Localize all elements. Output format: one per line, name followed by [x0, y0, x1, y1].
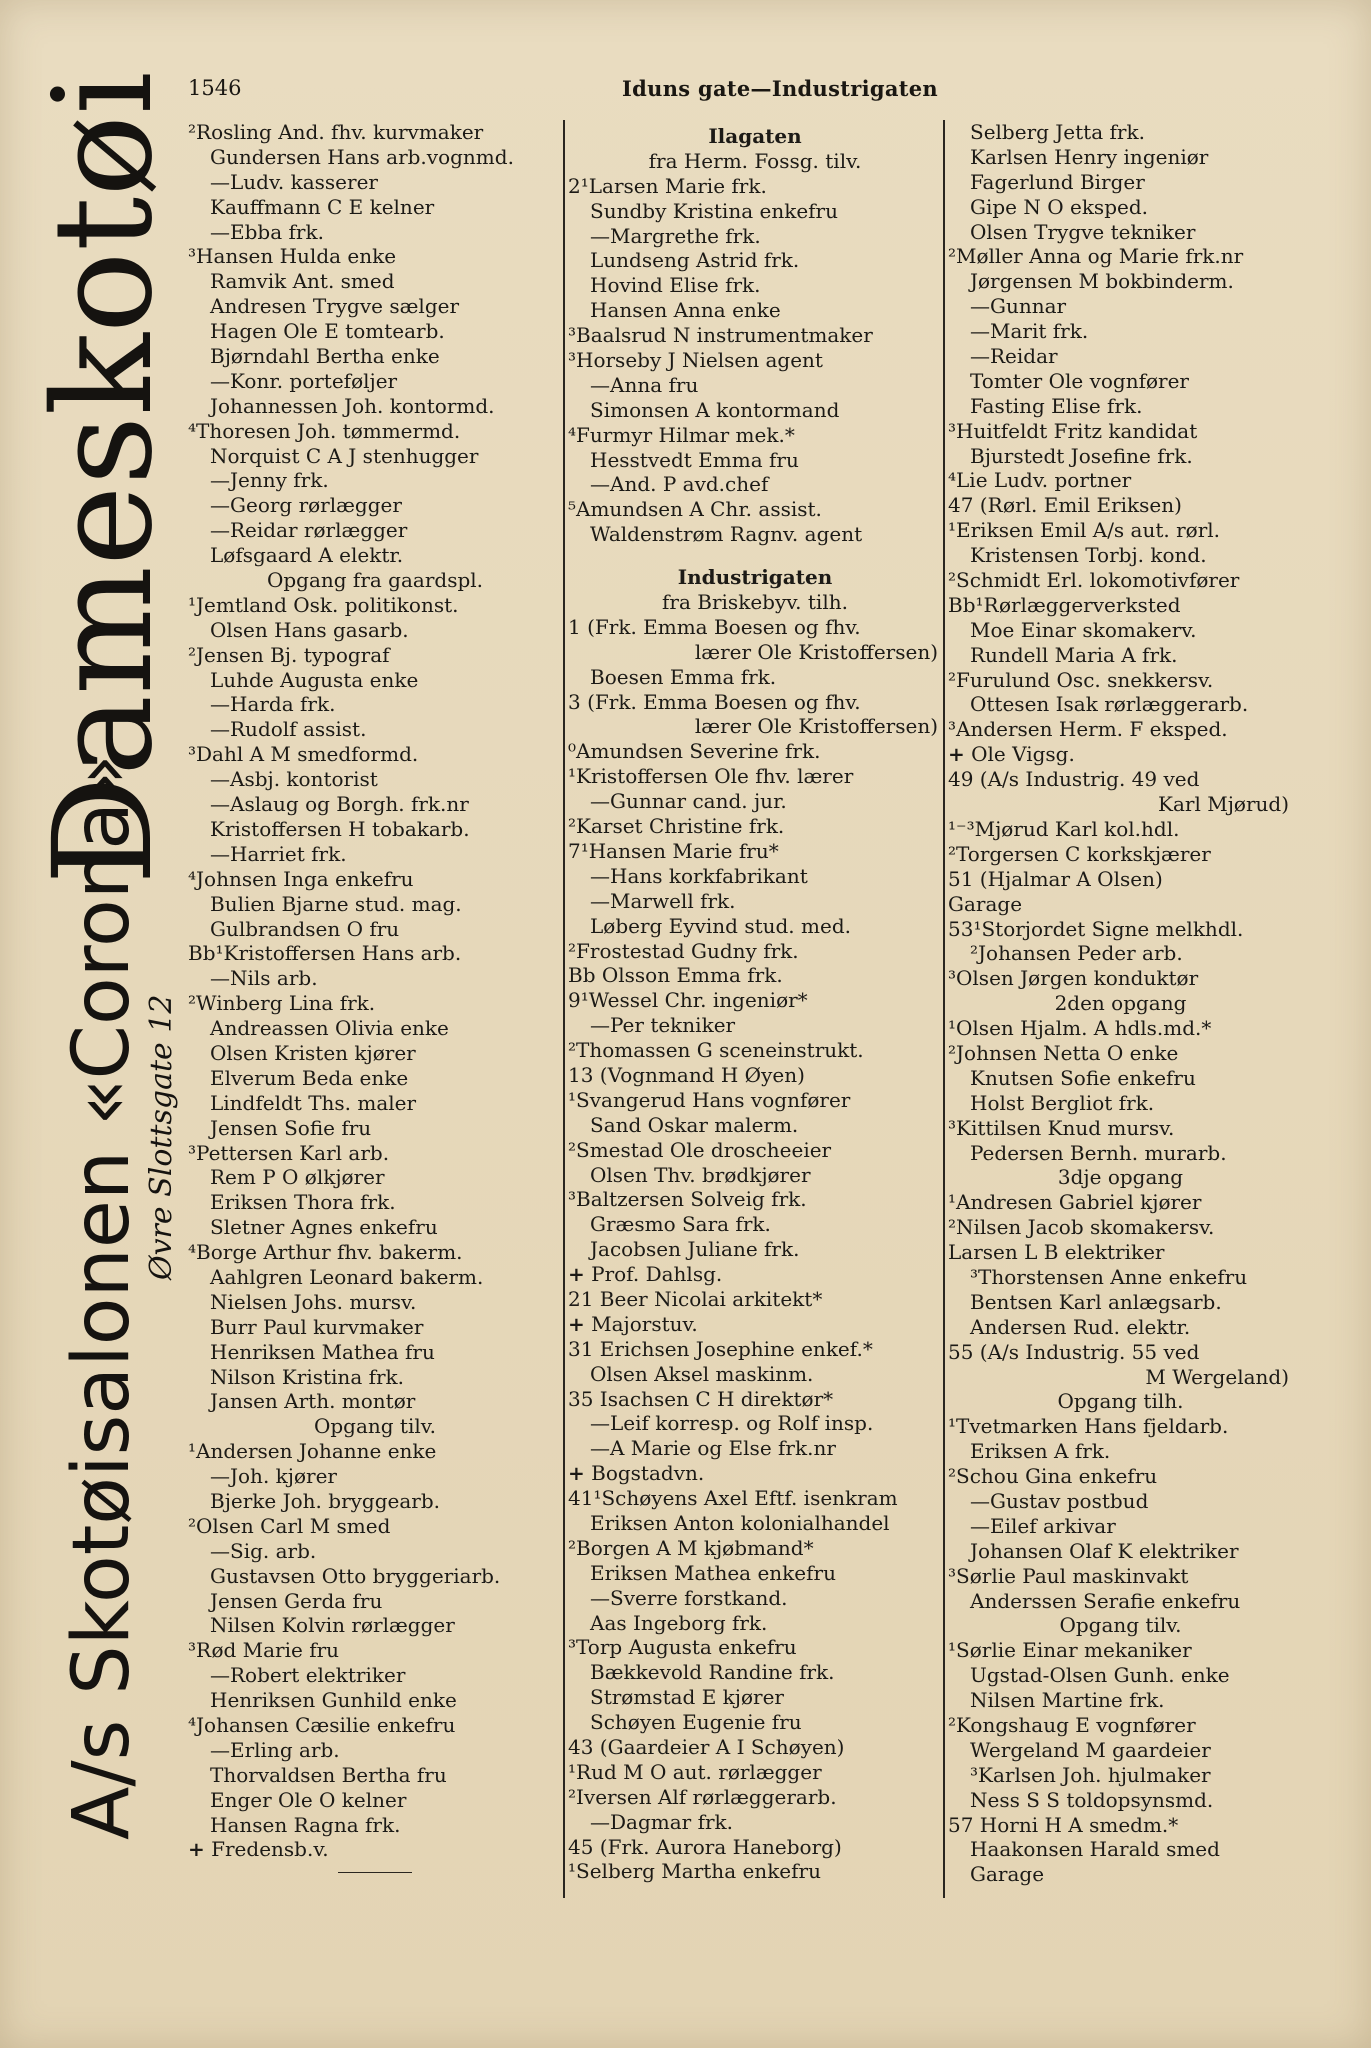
directory-entry: ⁰Amundsen Severine frk.	[568, 739, 821, 764]
directory-entry: Enger Ole O kelner	[210, 1787, 407, 1812]
directory-entry: —Rudolf assist.	[210, 717, 367, 742]
directory-entry: Nilson Kristina frk.	[210, 1364, 405, 1389]
directory-entry: Eriksen Anton kolonialhandel	[590, 1510, 890, 1535]
directory-entry: Sletner Agnes enkefru	[210, 1215, 438, 1240]
directory-entry: Rem P O ølkjører	[210, 1165, 385, 1190]
directory-entry: + Ole Vigsg.	[948, 742, 1075, 767]
directory-entry: ³Karlsen Joh. hjulmaker	[970, 1762, 1211, 1787]
directory-entry: —Gunnar cand. jur.	[590, 789, 787, 814]
directory-entry: Hovind Elise frk.	[590, 273, 761, 298]
directory-entry: Selberg Jetta frk.	[970, 120, 1145, 144]
directory-entry: ³Baltzersen Solveig frk.	[568, 1187, 807, 1212]
directory-entry: Nilsen Kolvin rørlægger	[210, 1613, 455, 1638]
directory-entry: Opgang tilh.	[1057, 1389, 1184, 1414]
directory-entry: Burr Paul kurvmaker	[210, 1314, 424, 1339]
directory-entry: —Nils arb.	[210, 966, 318, 991]
directory-entry: 3dje opgang	[1057, 1165, 1184, 1190]
directory-entry: Bjurstedt Josefine frk.	[970, 443, 1193, 468]
directory-entry: 31 Erichsen Josephine enkef.*	[568, 1336, 873, 1361]
directory-entry: Olsen Kristen kjører	[210, 1040, 416, 1065]
directory-entry: ⁴Furmyr Hilmar mek.*	[568, 422, 795, 447]
directory-entry: + Majorstuv.	[568, 1311, 698, 1336]
directory-entry: ³Huitfeldt Fritz kandidat	[948, 418, 1198, 443]
directory-entry: Strømstad E kjører	[590, 1685, 784, 1710]
directory-entry: —Dagmar frk.	[590, 1809, 734, 1834]
directory-entry: Garage	[948, 891, 1023, 916]
directory-entry: ²Karset Christine frk.	[568, 814, 785, 839]
directory-entry: Kauffmann C E kelner	[210, 194, 435, 219]
directory-entry: Lindfeldt Ths. maler	[210, 1090, 417, 1115]
directory-entry: Gundersen Hans arb.vognmd.	[210, 144, 514, 169]
directory-entry: Fasting Elise frk.	[970, 393, 1143, 418]
directory-entry: ¹Andresen Gabriel kjører	[948, 1190, 1202, 1215]
end-rule	[338, 1872, 412, 1873]
directory-entry: Johannessen Joh. kontormd.	[210, 393, 495, 418]
directory-entry: Jørgensen M bokbinderm.	[970, 269, 1234, 294]
directory-entry: 53¹Storjordet Signe melkhdl.	[948, 916, 1244, 941]
directory-entry: —Harriet frk.	[210, 841, 347, 866]
directory-entry: —Per tekniker	[590, 1013, 736, 1038]
directory-entry: fra Briskebyv. tilh.	[662, 590, 848, 615]
directory-entry: —Konr. porteføljer	[210, 368, 398, 393]
directory-entry: ⁴Johansen Cæsilie enkefru	[188, 1713, 456, 1737]
directory-entry: + Bogstadvn.	[568, 1461, 705, 1486]
directory-entry: ²Winberg Lina frk.	[188, 991, 376, 1016]
page-number: 1546	[188, 76, 242, 100]
ad-product: Dameskotøi	[25, 71, 183, 885]
directory-entry: Aas Ingeborg frk.	[590, 1610, 768, 1635]
directory-entry: —Reidar rørlægger	[210, 518, 408, 543]
directory-entry: ³Thorstensen Anne enkefru	[970, 1264, 1248, 1289]
directory-entry: —Aslaug og Borgh. frk.nr	[210, 792, 469, 817]
directory-entry: —Robert elektriker	[210, 1663, 406, 1688]
directory-entry: —Eilef arkivar	[970, 1513, 1116, 1538]
directory-entry: ⁴Thoresen Joh. tømmermd.	[188, 418, 461, 443]
directory-entry: ⁴Borge Arthur fhv. bakerm.	[188, 1240, 463, 1265]
column-divider	[943, 120, 945, 1898]
directory-entry: ²Rosling And. fhv. kurvmaker	[188, 120, 484, 144]
directory-entry: Ramvik Ant. smed	[210, 269, 395, 294]
directory-entry: Bjerke Joh. bryggearb.	[210, 1488, 441, 1513]
directory-entry: 49 (A/s Industrig. 49 ved	[948, 767, 1200, 792]
directory-entry: 57 Horni H A smedm.*	[948, 1812, 1179, 1837]
column-divider	[563, 120, 565, 1898]
directory-entry: Bækkevold Randine frk.	[590, 1660, 835, 1685]
directory-entry: 9¹Wessel Chr. ingeniør*	[568, 988, 808, 1013]
directory-entry: Garage	[970, 1862, 1045, 1887]
directory-entry: —Margrethe frk.	[590, 223, 761, 248]
directory-entry: Olsen Hans gasarb.	[210, 617, 409, 642]
directory-entry: ¹Eriksen Emil A/s aut. rørl.	[948, 518, 1221, 543]
directory-entry	[568, 547, 942, 561]
directory-entry: Andersen Rud. elektr.	[970, 1314, 1191, 1339]
directory-entry: —Jenny frk.	[210, 468, 329, 493]
directory-entry: —Erling arb.	[210, 1737, 340, 1762]
directory-entry: Pedersen Bernh. murarb.	[970, 1140, 1227, 1165]
directory-entry: Jansen Arth. montør	[210, 1389, 416, 1414]
directory-entry: ³Olsen Jørgen konduktør	[948, 966, 1199, 991]
directory-entry: —Ebba frk.	[210, 219, 324, 244]
directory-entry: —And. P avd.chef	[590, 472, 769, 497]
directory-entry: ¹Kristoffersen Ole fhv. lærer	[568, 764, 854, 789]
directory-entry: ³Hansen Hulda enke	[188, 244, 397, 269]
directory-entry: Eriksen Thora frk.	[210, 1190, 396, 1215]
directory-entry: ²Johnsen Netta O enke	[948, 1040, 1179, 1065]
directory-entry: lærer Ole Kristoffersen)	[694, 714, 938, 739]
directory-entry: 3 (Frk. Emma Boesen og fhv.	[568, 689, 861, 714]
directory-entry: ¹Svangerud Hans vognfører	[568, 1087, 851, 1112]
directory-entry: Waldenstrøm Ragnv. agent	[590, 522, 863, 547]
directory-entry: 51 (Hjalmar A Olsen)	[948, 866, 1163, 891]
directory-entry: Henriksen Mathea fru	[210, 1339, 435, 1364]
directory-entry: ¹Rud M O aut. rørlægger	[568, 1759, 822, 1784]
directory-entry: Kristensen Torbj. kond.	[970, 543, 1207, 568]
directory-entry: M Wergeland)	[1145, 1364, 1289, 1389]
directory-entry: Ness S S toldopsynsmd.	[970, 1787, 1214, 1812]
directory-entry: Aahlgren Leonard bakerm.	[210, 1264, 484, 1289]
directory-entry: ³Torp Augusta enkefru	[568, 1635, 797, 1660]
directory-entry: —Gustav postbud	[970, 1488, 1149, 1513]
directory-entry: ³Baalsrud N instrumentmaker	[568, 323, 873, 348]
directory-entry: Thorvaldsen Bertha fru	[210, 1762, 447, 1787]
directory-entry: —Georg rørlægger	[210, 493, 402, 518]
directory-entry: Holst Bergliot frk.	[970, 1090, 1155, 1115]
directory-entry: Schøyen Eugenie fru	[590, 1710, 802, 1735]
directory-entry: Olsen Thv. brødkjører	[590, 1162, 811, 1187]
directory-entry: Larsen L B elektriker	[948, 1240, 1165, 1265]
directory-entry: 7¹Hansen Marie fru*	[568, 838, 779, 863]
directory-entry: ²Kongshaug E vognfører	[948, 1713, 1196, 1737]
directory-entry: Haakonsen Harald smed	[970, 1837, 1220, 1862]
directory-entry: 2¹Larsen Marie frk.	[568, 173, 767, 198]
directory-entry: ²Torgersen C korkskjærer	[948, 841, 1211, 866]
directory-entry: 41¹Schøyens Axel Eftf. isenkram	[568, 1486, 898, 1511]
directory-entry: Henriksen Gunhild enke	[210, 1688, 457, 1713]
directory-entry: ¹⁻³Mjørud Karl kol.hdl.	[948, 816, 1180, 841]
directory-entry: ²Frostestad Gudny frk.	[568, 938, 799, 963]
running-head: Iduns gate—Industrigaten	[622, 76, 938, 101]
directory-entry: Olsen Aksel maskinm.	[590, 1361, 814, 1386]
directory-entry: Boesen Emma frk.	[590, 664, 777, 689]
directory-entry: ³Dahl A M smedformd.	[188, 742, 419, 767]
directory-entry: —Sverre forstkand.	[590, 1585, 788, 1610]
directory-entry: Hansen Ragna frk.	[210, 1812, 401, 1837]
directory-entry: Løfsgaard A elektr.	[210, 543, 404, 568]
directory-entry: ²Møller Anna og Marie frk.nr	[948, 244, 1244, 269]
directory-entry: 1 (Frk. Emma Boesen og fhv.	[568, 614, 861, 639]
directory-entry: Hesstvedt Emma fru	[590, 447, 799, 472]
directory-entry: Karl Mjørud)	[1158, 792, 1289, 817]
directory-entry: Karlsen Henry ingeniør	[970, 144, 1209, 169]
directory-entry: 21 Beer Nicolai arkitekt*	[568, 1286, 823, 1311]
directory-entry: Ottesen Isak rørlæggerarb.	[970, 692, 1249, 717]
column-3	[948, 120, 1293, 1887]
directory-entry: Knutsen Sofie enkefru	[970, 1065, 1196, 1090]
column-2	[568, 120, 942, 1884]
directory-entry: Rundell Maria A frk.	[970, 642, 1178, 667]
directory-entry: —Joh. kjører	[210, 1464, 337, 1489]
directory-entry: ²Johansen Peder arb.	[970, 941, 1183, 966]
directory-entry: Opgang fra gaardspl.	[266, 568, 484, 593]
directory-entry: + Fredensb.v.	[188, 1837, 329, 1862]
directory-entry: Gustavsen Otto bryggeriarb.	[210, 1563, 501, 1588]
column-1	[188, 120, 562, 1862]
directory-entry: Bjørndahl Bertha enke	[210, 344, 440, 369]
directory-entry: ¹Tvetmarken Hans fjeldarb.	[948, 1414, 1229, 1439]
directory-entry: ⁴Lie Ludv. portner	[948, 468, 1132, 493]
directory-entry: —Anna fru	[590, 372, 699, 397]
directory-entry: ⁴Johnsen Inga enkefru	[188, 866, 414, 891]
street-heading: Ilagaten	[708, 124, 802, 148]
side-advertisement	[25, 71, 183, 1840]
directory-entry: ²Schou Gina enkefru	[948, 1464, 1158, 1489]
directory-entry: Ugstad-Olsen Gunh. enke	[970, 1663, 1230, 1688]
directory-entry: + Prof. Dahlsg.	[568, 1262, 723, 1287]
directory-entry: 47 (Rørl. Emil Eriksen)	[948, 493, 1182, 518]
directory-entry: —Hans korkfabrikant	[590, 863, 808, 888]
directory-entry: 35 Isachsen C H direktør*	[568, 1386, 834, 1411]
directory-entry: Sundby Kristina enkefru	[590, 198, 838, 223]
directory-entry: —A Marie og Else frk.nr	[590, 1436, 836, 1461]
directory-entry: Opgang tilv.	[313, 1414, 437, 1439]
directory-entry: 13 (Vognmand H Øyen)	[568, 1062, 805, 1087]
ad-company-name: A/s Skotøisalonen «Corona»	[57, 754, 147, 1840]
directory-entry: ³Kittilsen Knud mursv.	[948, 1115, 1175, 1140]
directory-entry: Johansen Olaf K elektriker	[970, 1538, 1239, 1563]
directory-entry: —Harda frk.	[210, 692, 336, 717]
directory-entry: Løberg Eyvind stud. med.	[590, 913, 851, 938]
directory-entry: lærer Ole Kristoffersen)	[694, 639, 938, 664]
directory-entry: 2den opgang	[1054, 991, 1187, 1016]
street-heading: Industrigaten	[677, 565, 833, 590]
directory-entry: Bb Olsson Emma frk.	[568, 963, 783, 988]
directory-entry: Bulien Bjarne stud. mag.	[210, 891, 462, 916]
directory-entry: 45 (Frk. Aurora Haneborg)	[568, 1834, 842, 1859]
directory-entry: Wergeland M gaardeier	[970, 1737, 1211, 1762]
directory-entry: ³Rød Marie fru	[188, 1638, 340, 1663]
directory-entry: Elverum Beda enke	[210, 1065, 409, 1090]
directory-entry: —Marit frk.	[970, 319, 1089, 344]
directory-entry: —Asbj. kontorist	[210, 767, 378, 792]
directory-entry: Hansen Anna enke	[590, 298, 781, 323]
directory-entry: —Reidar	[970, 344, 1058, 369]
directory-entry: ¹Andersen Johanne enke	[188, 1439, 437, 1464]
directory-entry: Olsen Trygve tekniker	[970, 219, 1196, 244]
directory-entry: Bb¹Rørlæggerverksted	[948, 592, 1181, 617]
directory-entry: —Gunnar	[970, 294, 1067, 319]
directory-entry: Fagerlund Birger	[970, 169, 1145, 194]
directory-entry: Bb¹Kristoffersen Hans arb.	[188, 941, 462, 966]
directory-entry: Jensen Sofie fru	[210, 1115, 372, 1140]
directory-entry: ²Schmidt Erl. lokomotivfører	[948, 568, 1240, 593]
ad-address: Øvre Slottsgate 12	[144, 994, 179, 1280]
directory-entry: Luhde Augusta enke	[210, 667, 419, 692]
directory-entry: ¹Jemtland Osk. politikonst.	[188, 592, 459, 617]
directory-entry: Moe Einar skomakerv.	[970, 617, 1197, 642]
directory-entry: Tomter Ole vognfører	[970, 368, 1189, 393]
directory-entry: ²Thomassen G sceneinstrukt.	[568, 1038, 864, 1063]
directory-entry: Anderssen Serafie enkefru	[970, 1588, 1241, 1613]
directory-entry: Kristoffersen H tobakarb.	[210, 816, 470, 841]
directory-entry: ³Andersen Herm. F eksped.	[948, 717, 1228, 742]
directory-entry: Nilsen Martine frk.	[970, 1688, 1165, 1713]
directory-entry: ²Furulund Osc. snekkersv.	[948, 667, 1214, 692]
directory-entry: Jensen Gerda fru	[210, 1588, 383, 1613]
directory-entry: Eriksen Mathea enkefru	[590, 1560, 836, 1585]
directory-entry: Nielsen Johs. mursv.	[210, 1289, 417, 1314]
directory-entry: —Leif korresp. og Rolf insp.	[590, 1411, 874, 1436]
directory-entry: Norquist C A J stenhugger	[210, 443, 479, 468]
directory-entry: Hagen Ole E tomtearb.	[210, 319, 445, 344]
directory-entry: ³Pettersen Karl arb.	[188, 1140, 390, 1165]
directory-entry: ⁵Amundsen A Chr. assist.	[568, 497, 822, 522]
directory-entry: Gulbrandsen O fru	[210, 916, 400, 941]
directory-entry: ³Sørlie Paul maskinvakt	[948, 1563, 1189, 1588]
directory-entry: ²Nilsen Jacob skomakersv.	[948, 1215, 1215, 1240]
directory-entry: —Marwell frk.	[590, 888, 736, 913]
directory-entry: Sand Oskar malerm.	[590, 1112, 799, 1137]
directory-entry: ²Borgen A M kjøbmand*	[568, 1535, 814, 1560]
directory-entry: —Sig. arb.	[210, 1538, 317, 1563]
directory-entry: Græsmo Sara frk.	[590, 1212, 771, 1237]
directory-entry: ¹Selberg Martha enkefru	[568, 1859, 821, 1884]
directory-entry: Lundseng Astrid frk.	[590, 248, 800, 273]
directory-entry: Bentsen Karl anlægsarb.	[970, 1289, 1222, 1314]
directory-entry: ¹Sørlie Einar mekaniker	[948, 1638, 1192, 1663]
directory-entry: ¹Olsen Hjalm. A hdls.md.*	[948, 1016, 1212, 1041]
directory-entry: ²Jensen Bj. typograf	[188, 642, 390, 667]
directory-entry: ³Horseby J Nielsen agent	[568, 348, 823, 373]
directory-entry: ²Olsen Carl M smed	[188, 1513, 391, 1538]
directory-entry: —Ludv. kasserer	[210, 169, 378, 194]
directory-entry: Gipe N O eksped.	[970, 194, 1148, 219]
directory-entry: Andresen Trygve sælger	[210, 294, 460, 319]
directory-entry: 43 (Gaardeier A I Schøyen)	[568, 1735, 845, 1759]
directory-entry: Andreassen Olivia enke	[210, 1016, 449, 1041]
directory-entry: Jacobsen Juliane frk.	[590, 1237, 800, 1262]
directory-entry: ²Iversen Alf rørlæggerarb.	[568, 1784, 837, 1809]
directory-entry: Simonsen A kontormand	[590, 397, 840, 422]
directory-entry: ²Smestad Ole droscheeier	[568, 1137, 832, 1162]
directory-entry: Opgang tilv.	[1059, 1613, 1182, 1638]
directory-entry: fra Herm. Fossg. tilv.	[648, 148, 862, 173]
directory-entry: Eriksen A frk.	[970, 1439, 1111, 1464]
directory-entry: 55 (A/s Industrig. 55 ved	[948, 1339, 1200, 1364]
